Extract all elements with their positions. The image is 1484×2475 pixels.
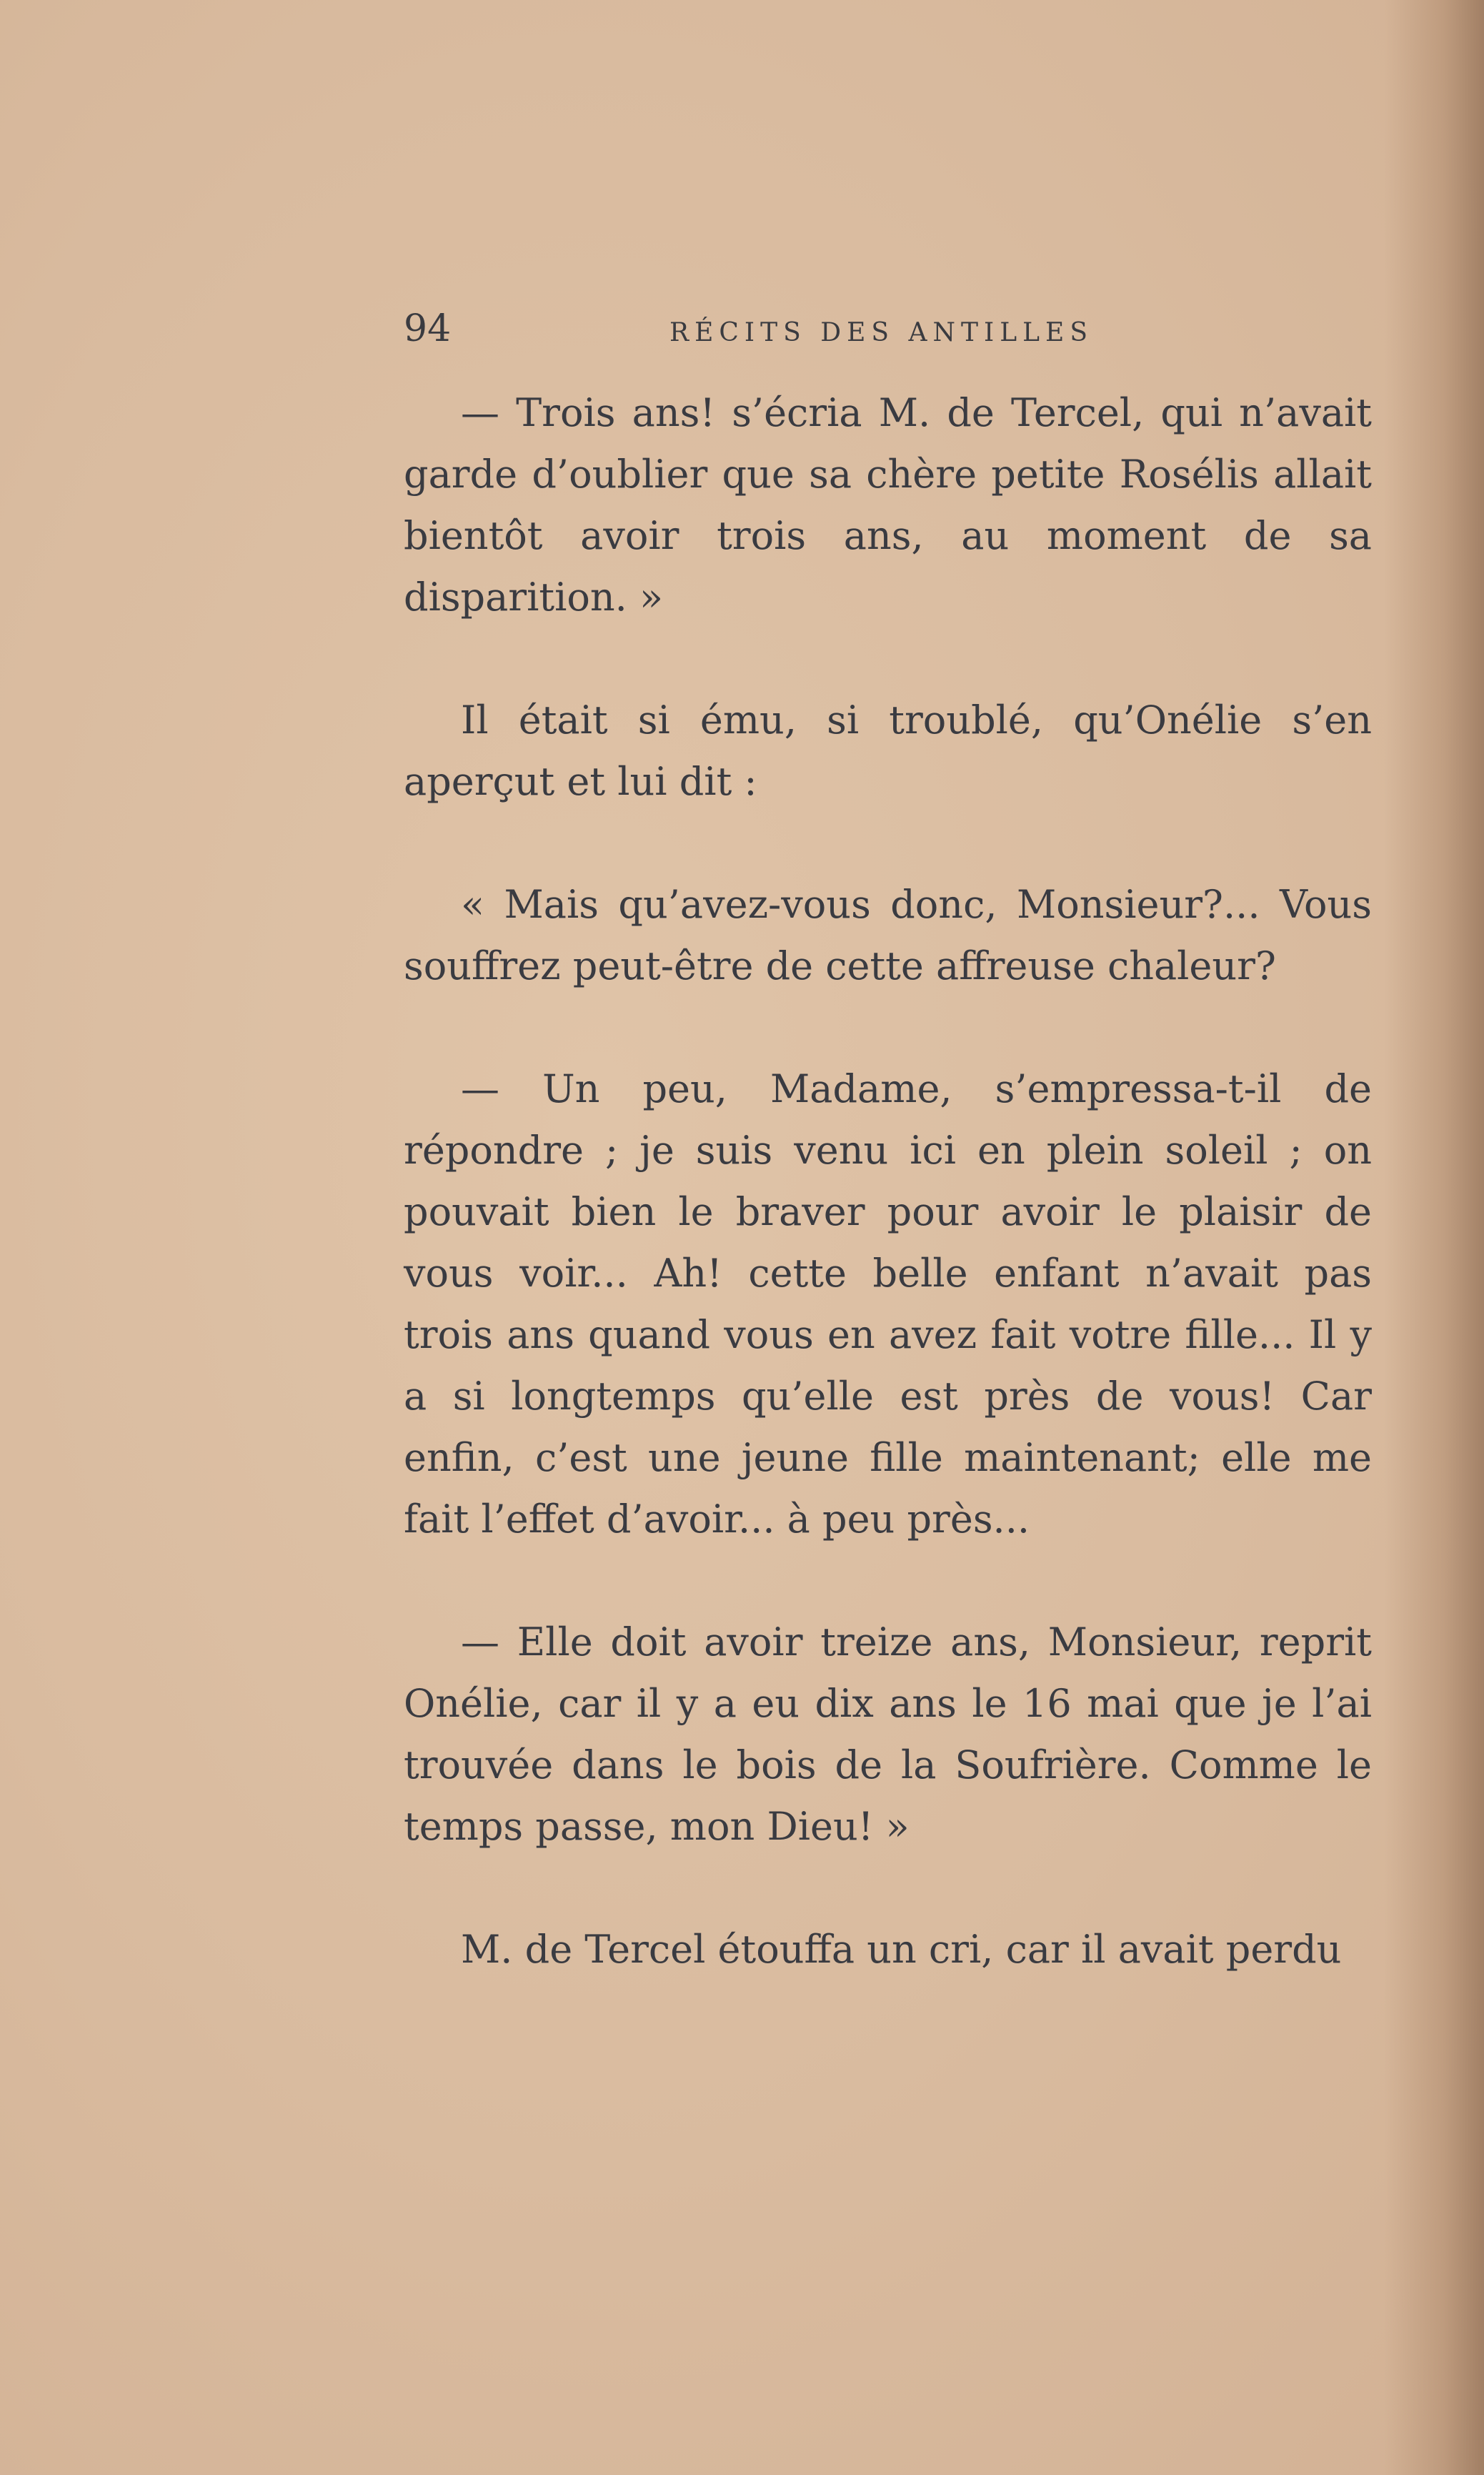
paragraph-4: — Un peu, Madame, s’empressa-t-il de répondre ; je suis venu ici en plein soleil ; on pouvait bien le braver pour avoir le plaisir de vous voir... Ah! cette belle enfant n’avait pas trois ans quand vous en avez fait votre fille... Il y a si longtemps qu’elle est près de vous! Car enfin, c’est une jeune fille maintenant; elle me fait l’effet d’avoir... à peu près... [404, 1066, 1372, 1542]
running-title: RÉCITS DES ANTILLES [669, 318, 1093, 347]
page-number: 94 [404, 307, 452, 350]
body-text [404, 382, 1372, 1980]
paragraph-2: Il était si ému, si troublé, qu’Onélie s’en aperçut et lui dit : [404, 698, 1372, 804]
page-header [404, 300, 1372, 357]
paragraph-1: — Trois ans! s’écria M. de Tercel, qui n’avait garde d’oublier que sa chère petite Rosélis allait bientôt avoir trois ans, au moment de sa disparition. » [404, 390, 1372, 620]
paragraph-5: — Elle doit avoir treize ans, Monsieur, reprit Onélie, car il y a eu dix ans le 16 mai que je l’ai trouvée dans le bois de la Soufrière. Comme le temps passe, mon Dieu! » [404, 1620, 1372, 1849]
paragraph-3: « Mais qu’avez-vous donc, Monsieur?... Vous souffrez peut-être de cette affreuse chaleur? [404, 882, 1372, 988]
page-edge-shadow [1384, 0, 1484, 2475]
paragraph-6: M. de Tercel étouffa un cri, car il avait perdu [461, 1927, 1342, 1972]
